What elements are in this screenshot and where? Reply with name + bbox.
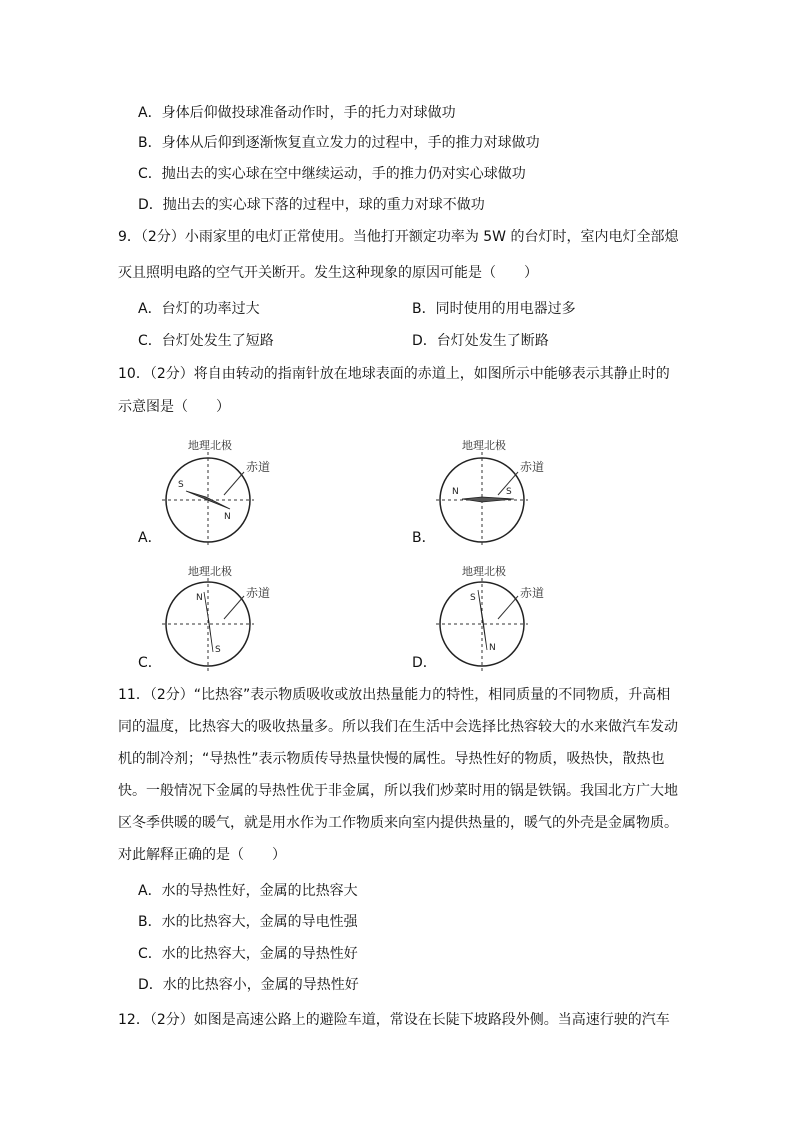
q10-d-equator-label: 赤道: [520, 586, 545, 600]
q10-b-needle: [462, 497, 514, 502]
q11-option-c: C．水的比热容大，金属的导热性好: [138, 946, 358, 962]
q10-figure-c-label: C．: [138, 655, 162, 671]
q9-option-b: B．同时使用的用电器过多: [412, 301, 576, 317]
q10-a-equator-label: 赤道: [246, 460, 271, 474]
q10-d-earth-circle: [440, 582, 524, 666]
q9-option-d: D．台灯处发生了断路: [412, 333, 549, 349]
q10-compass-d: [432, 562, 562, 678]
q9-stem-line1: 9．（2分）小雨家里的电灯正常使用。当他打开额定功率为 5W 的台灯时，室内电灯全部熄: [118, 229, 679, 245]
q10-a-north-label: 地理北极: [188, 439, 232, 452]
q12-stem-line1: 12．（2分）如图是高速公路上的避险车道，常设在长陡下坡路段外侧。当高速行驶的汽车: [118, 1012, 670, 1028]
q11-stem-line4: 快。一般情况下金属的导热性优于非金属，所以我们炒菜时用的锅是铁锅。我国北方广大地: [118, 783, 678, 799]
q10-b-pole1: N: [452, 487, 459, 497]
q11-stem-line2: 同的温度，比热容大的吸收热量多。所以我们在生活中会选择比热容较大的水来做汽车发动: [118, 719, 678, 735]
q10-figure-b-label: B．: [412, 530, 436, 546]
q10-a-pole2: N: [224, 512, 231, 522]
q10-c-needle: [204, 592, 213, 652]
q10-b-equator-label: 赤道: [520, 460, 545, 474]
q8-option-c: C．抛出去的实心球在空中继续运动，手的推力仍对实心球做功: [138, 166, 526, 182]
q11-stem-line1: 11．（2分）“比热容”表示物质吸收或放出热量能力的特性，相同质量的不同物质，升高相: [118, 687, 671, 703]
q9-option-a: A．台灯的功率过大: [138, 301, 260, 317]
q10-compass-b: [432, 436, 562, 552]
q10-d-pole2: N: [489, 643, 496, 653]
q11-option-a: A．水的导热性好，金属的比热容大: [138, 883, 358, 899]
q10-c-equator-leader: [224, 596, 244, 619]
q10-d-equator-leader: [498, 596, 518, 619]
q10-c-north-label: 地理北极: [188, 565, 232, 578]
q10-stem-line1: 10．（2分）将自由转动的指南针放在地球表面的赤道上，如图所示中能够表示其静止时的: [118, 366, 670, 382]
q10-c-equator-label: 赤道: [246, 586, 271, 600]
q8-option-a: A．身体后仰做投球准备动作时，手的托力对球做功: [138, 105, 456, 121]
q10-c-earth-circle: [166, 582, 250, 666]
q11-stem-line5: 区冬季供暖的暖气，就是用水作为工作物质来向室内提供热量的，暖气的外壳是金属物质。: [118, 815, 678, 831]
q11-stem-line6: 对此解释正确的是（ ）: [118, 847, 286, 863]
q10-a-equator-leader: [224, 472, 244, 495]
q10-stem-line2: 示意图是（ ）: [118, 399, 230, 415]
q11-stem-line3: 机的制冷剂；“导热性”表示物质传导热量快慢的属性。导热性好的物质，吸热快，散热也: [118, 751, 665, 767]
q9-option-c: C．台灯处发生了短路: [138, 333, 274, 349]
q10-c-pole2: S: [215, 645, 221, 655]
q10-compass-c: [158, 562, 288, 678]
q8-option-b: B．身体从后仰到逐渐恢复直立发力的过程中，手的推力对球做功: [138, 135, 540, 151]
q8-option-d: D．抛出去的实心球下落的过程中，球的重力对球不做功: [138, 197, 485, 213]
q10-d-pole1: S: [470, 593, 476, 603]
q10-d-north-label: 地理北极: [462, 565, 506, 578]
q10-b-pole2: S: [506, 487, 512, 497]
q10-a-pole1: S: [178, 480, 184, 490]
q10-figure-a-label: A．: [138, 530, 162, 546]
q9-stem-line2: 灭且照明电路的空气开关断开。发生这种现象的原因可能是（ ）: [118, 265, 538, 281]
q11-option-d: D．水的比热容小，金属的导热性好: [138, 977, 359, 993]
q10-b-north-label: 地理北极: [462, 439, 506, 452]
q10-c-pole1: N: [196, 593, 203, 603]
q10-figure-d-label: D．: [412, 655, 437, 671]
q10-compass-a: [158, 436, 288, 552]
q11-option-b: B．水的比热容大，金属的导电性强: [138, 914, 358, 930]
